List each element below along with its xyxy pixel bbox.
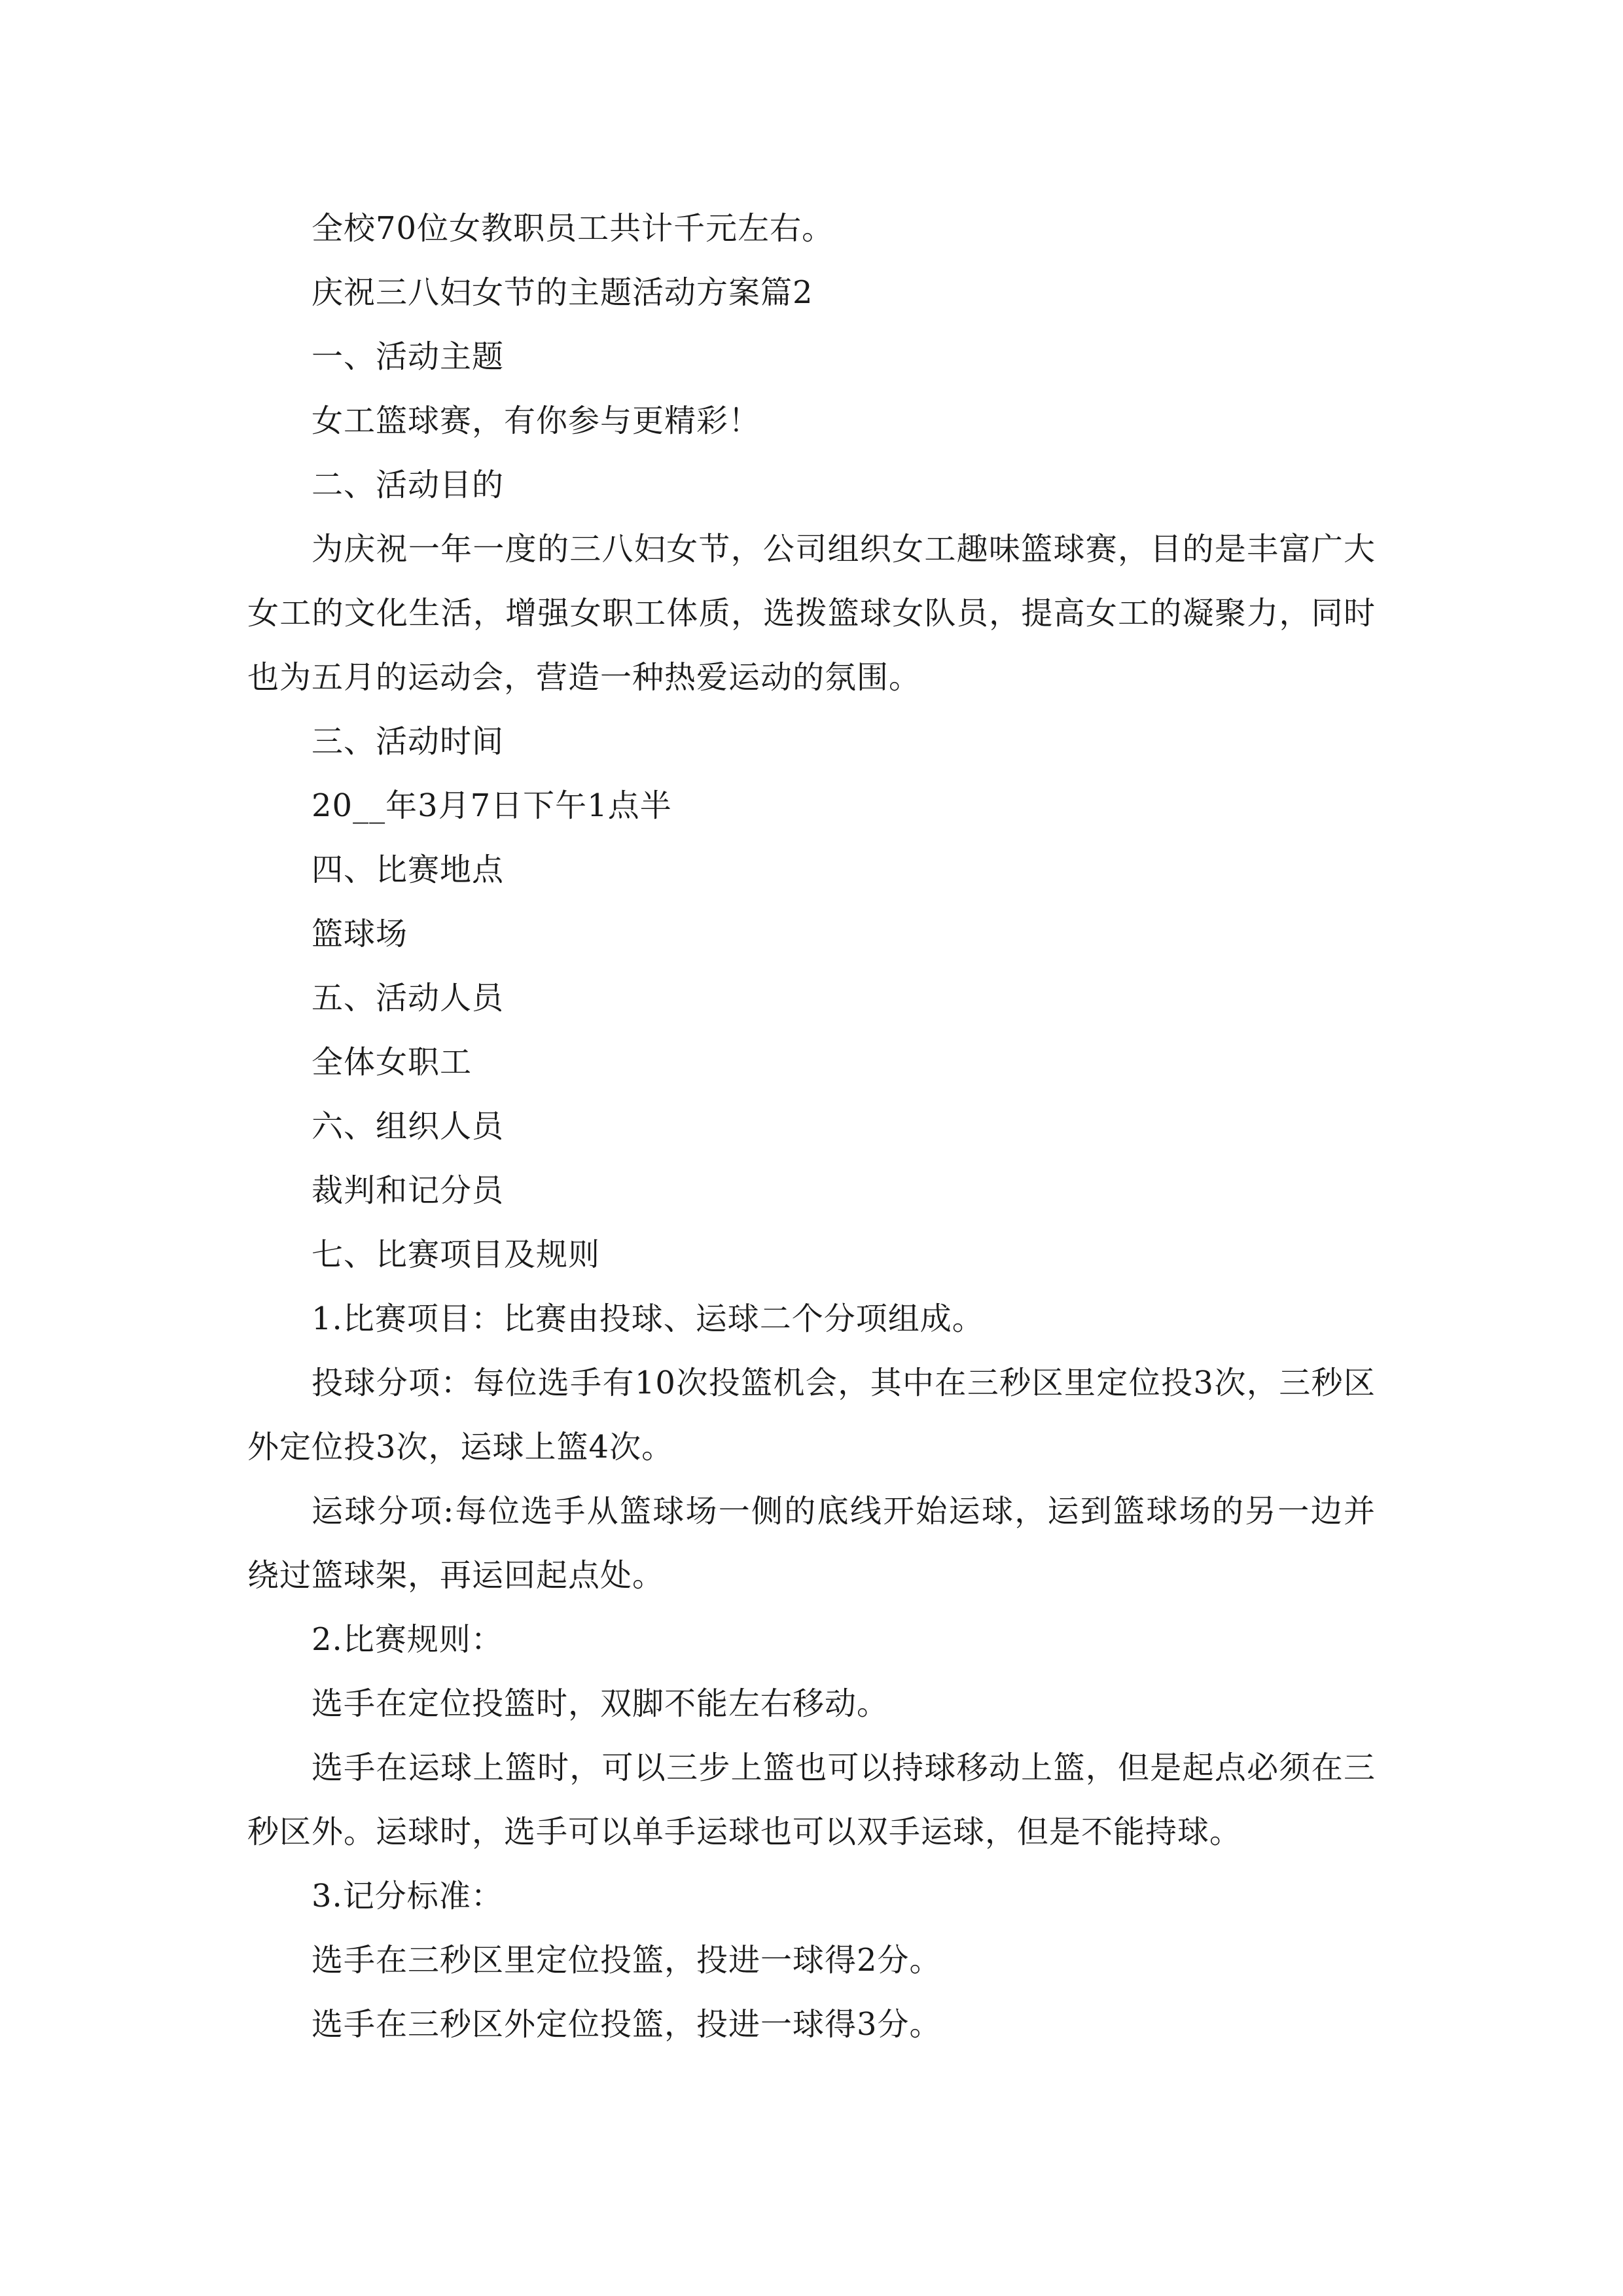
heading-venue: 四、比赛地点 (312, 852, 505, 888)
heading-activity-time: 三、活动时间 (312, 723, 505, 760)
paragraph-purpose: 为庆祝一年一度的三八妇女节，公司组织女工趣味篮球赛，目的是丰富广大女工的文化生活，增强女职工体质，选拨篮球女队员，提高女工的凝聚力，同时也为五月的运动会，营造一种热爱运动的氛围。 (247, 531, 1376, 696)
paragraph-theme: 女工篮球赛，有你参与更精彩！ (312, 403, 761, 439)
paragraph-organizers: 裁判和记分员 (312, 1172, 505, 1209)
paragraph-events: 1.比赛项目：比赛由投球、运球二个分项组成。 (312, 1300, 984, 1337)
heading-activity-theme: 一、活动主题 (312, 338, 505, 375)
section-title: 庆祝三八妇女节的主题活动方案篇2 (312, 274, 813, 311)
paragraph-rule-2: 选手在运球上篮时，可以三步上篮也可以持球移动上篮，但是起点必须在三秒区外。运球时，选手可以单手运球也可以双手运球，但是不能持球。 (247, 1749, 1376, 1850)
paragraph-rule-1: 选手在定位投篮时，双脚不能左右移动。 (312, 1685, 889, 1722)
heading-scoring: 3.记分标准： (312, 1878, 503, 1914)
paragraph-participants: 全体女职工 (312, 1044, 473, 1081)
document-body (247, 196, 1376, 2056)
heading-participants: 五、活动人员 (312, 980, 505, 1016)
heading-activity-purpose: 二、活动目的 (312, 467, 505, 503)
heading-events-rules: 七、比赛项目及规则 (312, 1236, 601, 1273)
paragraph-staff-total: 全校70位女教职员工共计千元左右。 (312, 210, 834, 247)
heading-rules: 2.比赛规则： (312, 1621, 503, 1658)
paragraph-dribbling: 运球分项:每位选手从篮球场一侧的底线开始运球，运到篮球场的另一边并绕过篮球架，再运回起点处。 (247, 1493, 1376, 1594)
paragraph-score-outside: 选手在三秒区外定位投篮，投进一球得3分。 (312, 2006, 942, 2043)
heading-organizers: 六、组织人员 (312, 1108, 505, 1145)
paragraph-score-inside: 选手在三秒区里定位投篮，投进一球得2分。 (312, 1942, 942, 1979)
paragraph-venue: 篮球场 (312, 916, 408, 952)
paragraph-time: 20__年3月7日下午1点半 (312, 787, 672, 824)
paragraph-shooting: 投球分项：每位选手有10次投篮机会，其中在三秒区里定位投3次，三秒区外定位投3次，运球上篮4次。 (247, 1365, 1376, 1465)
